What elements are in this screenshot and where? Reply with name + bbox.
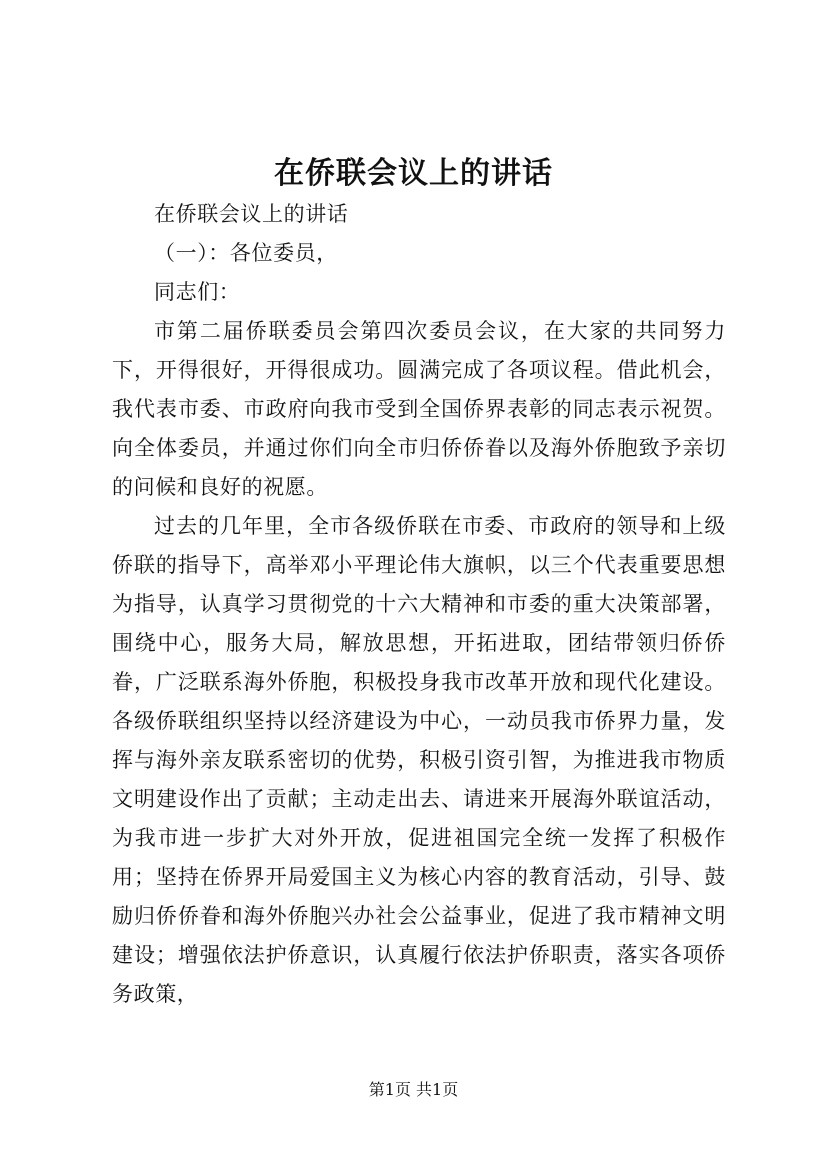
document-title: 在侨联会议上的讲话	[274, 156, 553, 191]
body-paragraph: 在侨联会议上的讲话	[154, 202, 349, 226]
document-body	[112, 195, 726, 1014]
body-paragraph: 同志们：	[154, 280, 241, 304]
body-paragraph: 过去的几年里，全市各级侨联在市委、市政府的领导和上级侨联的指导下，高举邓小平理论伟大旗帜，以三个代表重要思想为指导，认真学习贯彻党的十六大精神和市委的重大决策部署，围绕中心，服务大局，解放思想，开拓进取，团结带领归侨侨眷，广泛联系海外侨胞，积极投身我市改革开放和现代化建设。各级侨联组织坚持以经济建设为中心，一动员我市侨界力量，发挥与海外亲友联系密切的优势，积极引资引智，为推进我市物质文明建设作出了贡献；主动走出去、请进来开展海外联谊活动，为我市进一步扩大对外开放，促进祖国完全统一发挥了积极作用；坚持在侨界开局爱国主义为核心内容的教育活动，引导、鼓励归侨侨眷和海外侨胞兴办社会公益事业，促进了我市精神文明建设；增强依法护侨意识，认真履行依法护侨职责，落实各项侨务政策，	[112, 514, 726, 1006]
page-number-footer: 第1页 共1页	[368, 1080, 459, 1099]
body-paragraph: 市第二届侨联委员会第四次委员会议，在大家的共同努力下，开得很好，开得很成功。圆满完成了各项议程。借此机会，我代表市委、市政府向我市受到全国侨界表彰的同志表示祝贺。向全体委员，并通过你们向全市归侨侨眷以及海外侨胞致予亲切的问候和良好的祝愿。	[112, 319, 726, 499]
body-paragraph: （一）：各位委员，	[154, 241, 338, 265]
